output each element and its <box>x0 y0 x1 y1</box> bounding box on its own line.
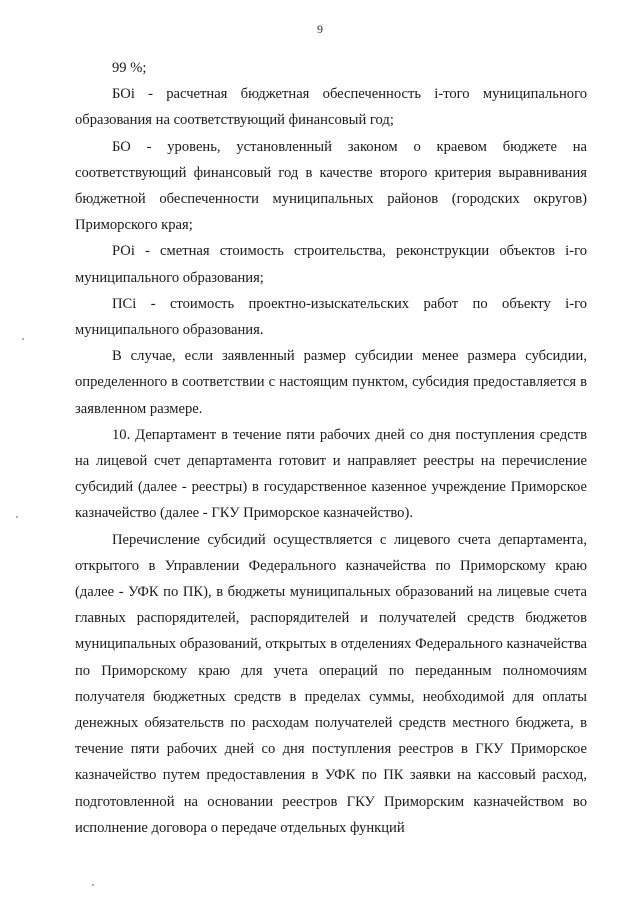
paragraph-roi-definition: РОі - сметная стоимость строительства, реконструкции объектов і-го муниципального образования; <box>75 243 587 286</box>
paragraph-boi-definition: БОі - расчетная бюджетная обеспеченность і-того муниципального образования на соответствующий финансовый год; <box>75 86 587 129</box>
scan-speck <box>22 338 24 340</box>
paragraph-percent: 99 %; <box>112 60 147 76</box>
paragraph-subsidy-case: В случае, если заявленный размер субсидии менее размера субсидии, определенного в соответствии с настоящим пунктом, субсидия предоставляется в заявленном размере. <box>75 348 587 417</box>
page-number: 9 <box>317 22 323 36</box>
paragraph-psi-definition: ПСі - стоимость проектно-изыскательских работ по объекту і-го муниципального образования. <box>75 295 587 339</box>
scan-speck <box>16 516 18 518</box>
paragraph-transfer: Перечисление субсидий осуществляется с лицевого счета департамента, открытого в Управлении Федерального казначейства по Приморскому краю (далее - УФК по ПК), в бюджеты муниципальных образований на лицевые счета главных распорядителей, распорядителей и получателей средств бюджетов муниципальных образований, открытых в отделениях Федерального казначейства по Приморскому краю для учета операций по переданным полномочиям получателя бюджетных средств в пределах суммы, необходимой для оплаты денежных обязательств по расходам получателей средств местного бюджета, в течение пяти рабочих дней со дня поступления реестров в ГКУ Приморское казначейство путем предоставления в УФК по ПК заявки на кассовый расход, подготовленной на основании реестров ГКУ Приморским казначейством во исполнение договора о передаче отдельных функций <box>75 531 587 836</box>
scan-speck <box>92 884 94 886</box>
paragraph-item-10: 10. Департамент в течение пяти рабочих дней со дня поступления средств на лицевой счет департамента готовит и направляет реестры на перечисление субсидий (далее - реестры) в государственное казенное учреждение Приморское казначейство (далее - ГКУ Приморское казначейство). <box>75 426 587 522</box>
paragraph-bo-definition: БО - уровень, установленный законом о краевом бюджете на соответствующий финансовый год в качестве второго критерия выравнивания бюджетной обеспеченности муниципальных районов (городских округов) Приморского края; <box>75 138 587 234</box>
document-body <box>75 55 587 841</box>
